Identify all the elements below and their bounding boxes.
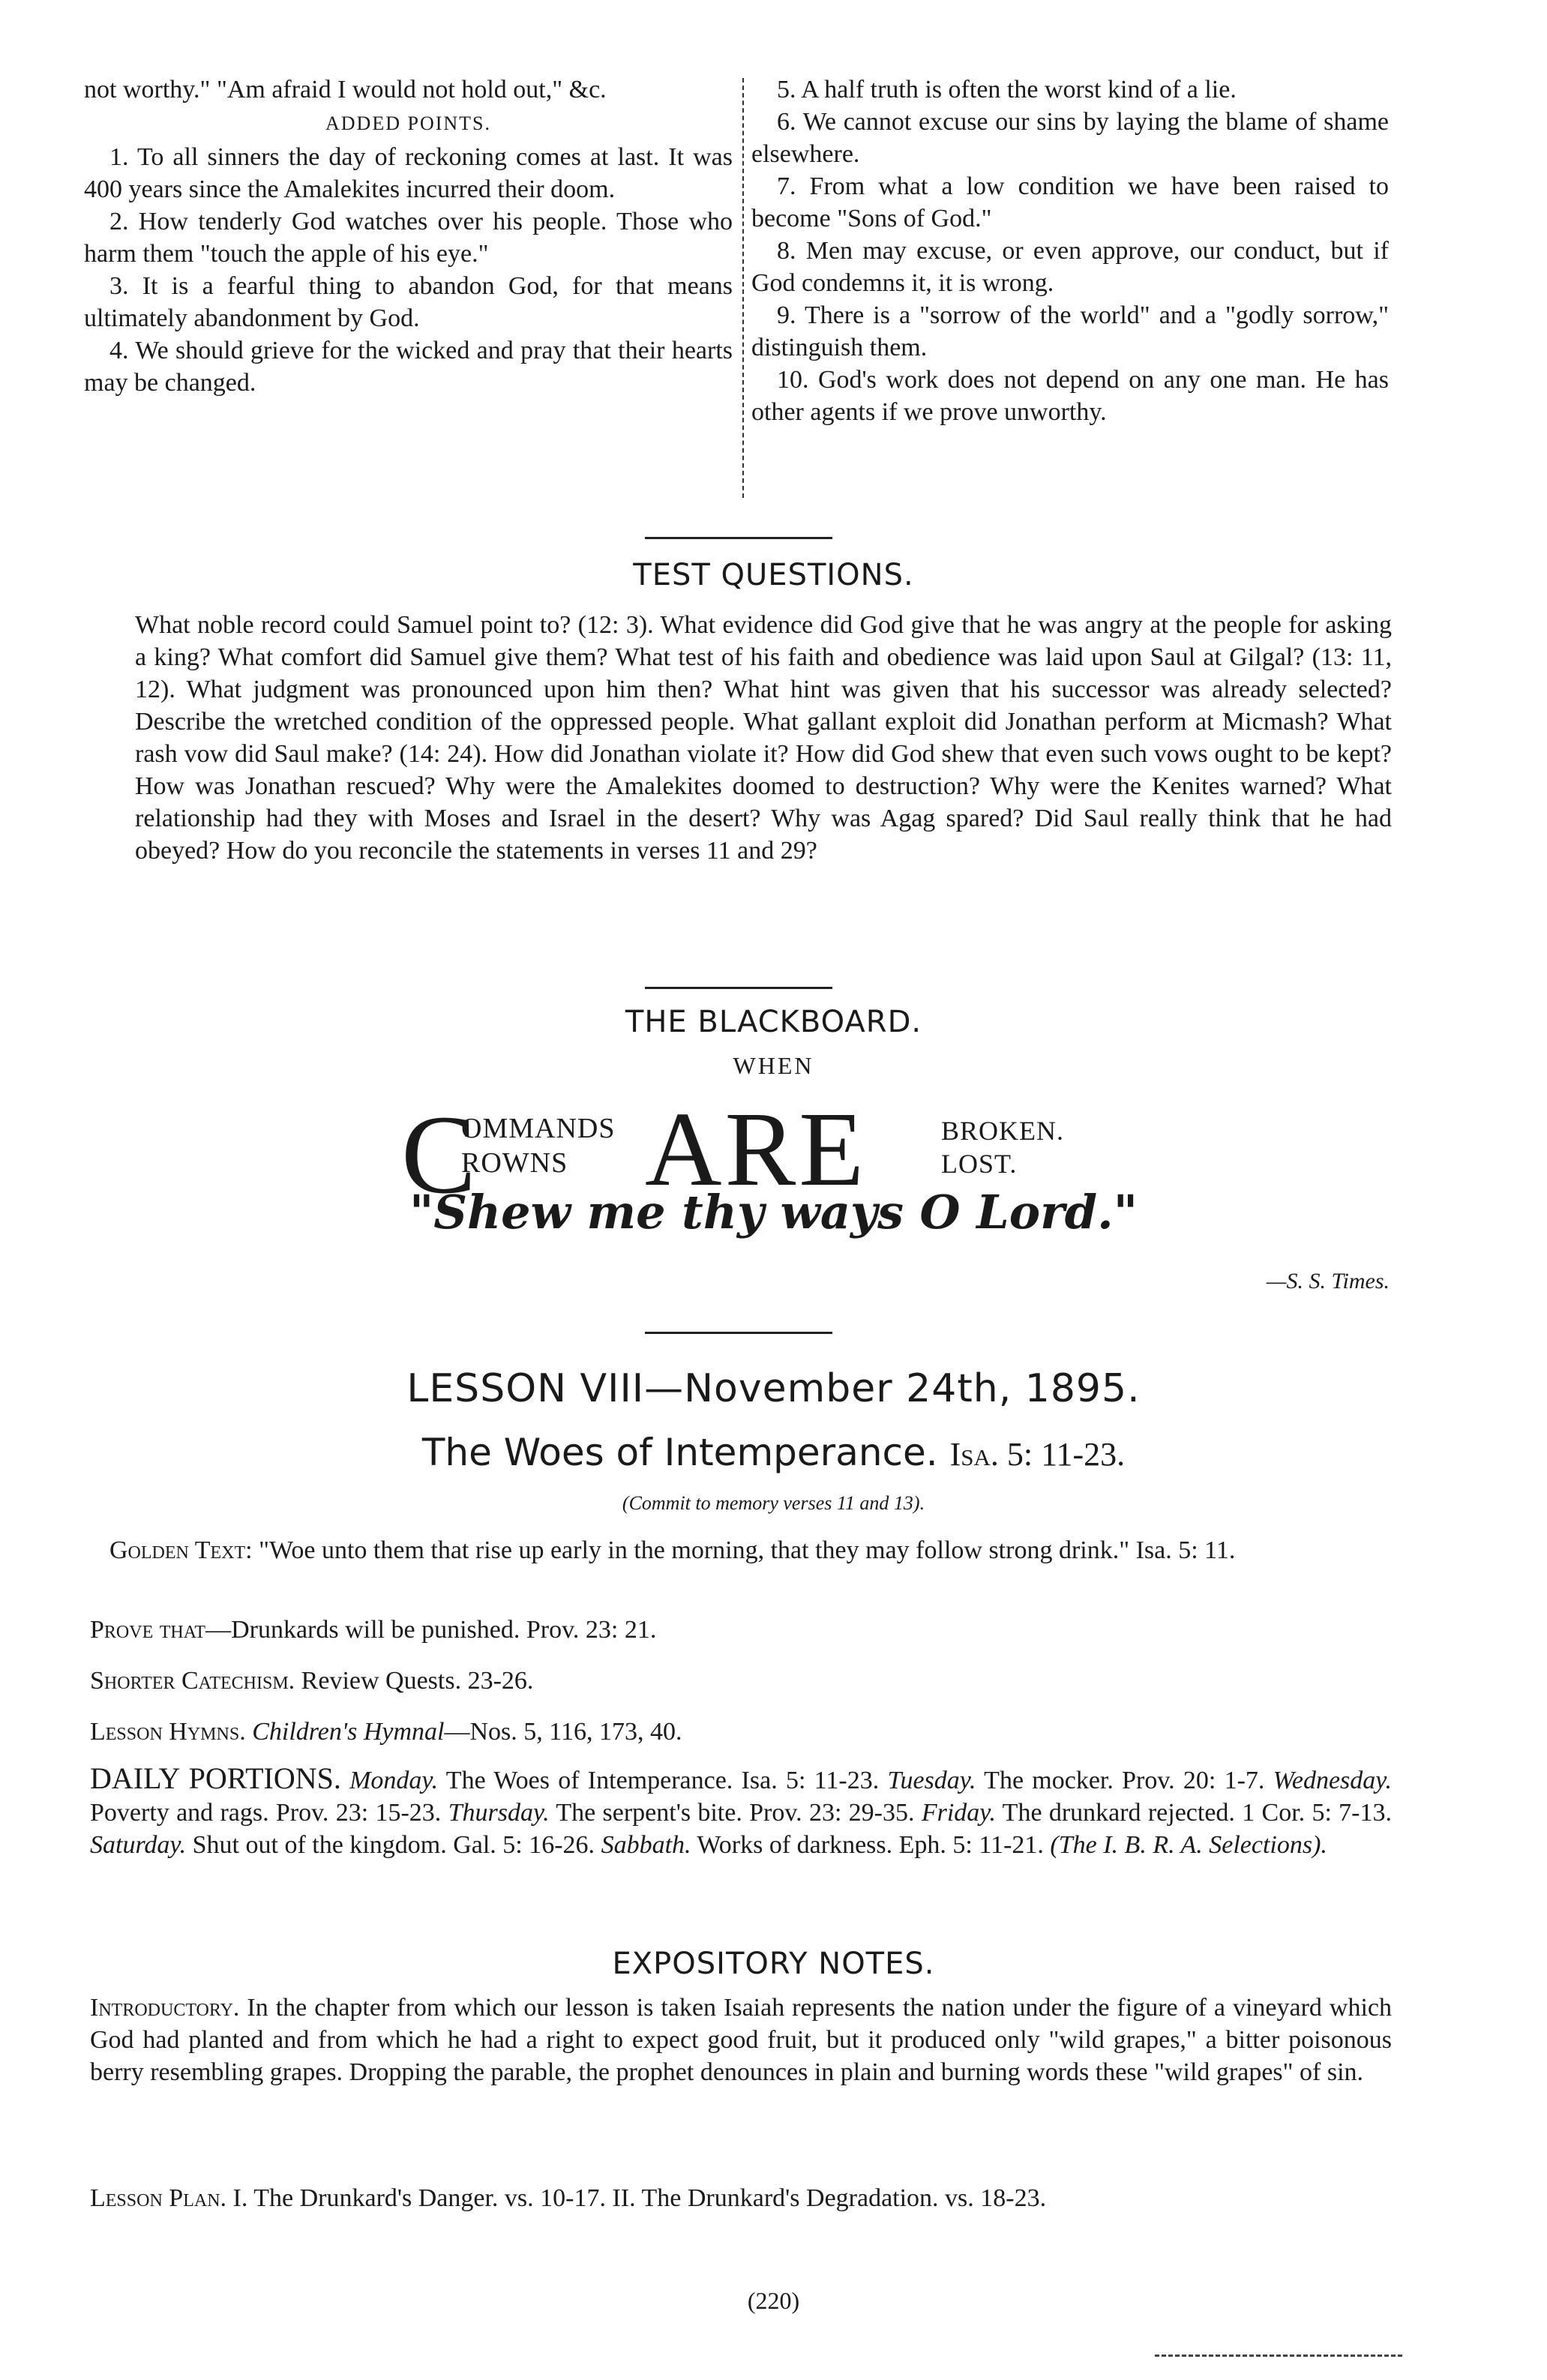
added-point: 10. God's work does not depend on any one man. He has other agents if we prove unworthy.: [751, 366, 1389, 426]
test-questions-body: What noble record could Samuel point to? (12: 3). What evidence did God give that he was angry at the people for asking a king? What comfort did Samuel give them? What test of his faith and obedience was laid upon Saul at Gilgal? (13: 11, 12). What judgment was pronounced upon him then? What hint was given that his successor was already selected? Describe the wretched condition of the oppressed people. What gallant exploit did Jonathan perform at Micmash? What rash vow did Saul make? (14: 24). How did Jonathan violate it? How did God shew that even such vows ought to be kept? How was Jonathan rescued? Why were the Amalekites doomed to destruction? Why were the Kenites warned? What relationship had they with Moses and Israel in the desert? Why was Agag spared? Did Saul really think that he had obeyed? How do you reconcile the statements in verses 11 and 29?: [135, 611, 1392, 865]
two-column-section: [84, 73, 1389, 501]
introductory-label: Introductory.: [90, 1994, 240, 2022]
day-label: Tuesday.: [887, 1767, 976, 1794]
added-point: 7. From what a low condition we have been raised to become "Sons of God.": [751, 172, 1389, 232]
added-point: 9. There is a "sorrow of the world" and a "godly sorrow," distinguish them.: [751, 301, 1389, 361]
left-paragraph: not worthy." "Am afraid I would not hold out," &c.: [84, 76, 607, 103]
daily-selections: (The I. B. R. A. Selections).: [1050, 1831, 1327, 1859]
day-label: Thursday.: [448, 1799, 550, 1827]
commit-note: (Commit to memory verses 11 and 13).: [622, 1492, 925, 1514]
blackboard-word-commands: OMMANDS: [461, 1113, 616, 1144]
right-column: [751, 73, 1389, 428]
blackboard-are: ARE: [645, 1090, 867, 1208]
added-points-title: ADDED POINTS.: [325, 112, 491, 134]
blackboard-big-c: C: [401, 1093, 477, 1217]
daily-portions-label: DAILY PORTIONS.: [90, 1761, 341, 1795]
day-label: Monday.: [349, 1767, 439, 1794]
column-divider: [742, 78, 744, 498]
blackboard-word-lost: LOST.: [941, 1149, 1018, 1179]
prove-that-label: Prove that: [90, 1616, 206, 1644]
prove-that: [90, 1614, 1347, 1646]
blackboard-heading: THE BLACKBOARD.: [625, 1005, 922, 1039]
blackboard-right-words: [941, 1114, 1064, 1180]
day-reading: The mocker. Prov. 20: 1-7.: [984, 1767, 1265, 1794]
lesson-hymns: [90, 1716, 1347, 1748]
day-reading: Works of darkness. Eph. 5: 11-21.: [697, 1831, 1044, 1859]
hymns-label: Lesson Hymns.: [90, 1718, 246, 1746]
added-point: 1. To all sinners the day of reckoning comes at last. It was 400 years since the Amalekites incurred their doom.: [84, 143, 733, 203]
lesson-plan-body: I. The Drunkard's Danger. vs. 10-17. II. The Drunkard's Degradation. vs. 18-23.: [232, 2184, 1047, 2212]
lesson-reference: Isa. 5: 11-23.: [949, 1436, 1126, 1473]
section-rule: [645, 1332, 832, 1334]
blackboard-word-broken: BROKEN.: [941, 1116, 1065, 1146]
lesson-heading: LESSON VIII—November 24th, 1895.: [406, 1366, 1141, 1411]
scan-artifact-line: [1155, 2355, 1402, 2357]
blackboard-attribution: —S. S. Times.: [1266, 1269, 1390, 1293]
prove-that-body: —Drunkards will be punished. Prov. 23: 21.: [205, 1616, 657, 1644]
hymns-body: —Nos. 5, 116, 173, 40.: [444, 1718, 682, 1746]
day-label: Sabbath.: [601, 1831, 691, 1859]
left-column: [84, 73, 733, 399]
day-reading: The drunkard rejected. 1 Cor. 5: 7-13.: [1002, 1799, 1393, 1827]
added-point: 4. We should grieve for the wicked and pray that their hearts may be changed.: [84, 337, 733, 397]
lesson-title-line: [0, 1431, 1547, 1474]
day-reading: Poverty and rags. Prov. 23: 15-23.: [90, 1799, 442, 1827]
day-label: Wednesday.: [1273, 1767, 1392, 1794]
introductory-body: In the chapter from which our lesson is taken Isaiah represents the nation under the figure of a vineyard which God had planted and from which he had a right to expect good fruit, but it produced only "wild grapes," a bitter poisonous berry resembling grapes. Dropping the parable, the prophet denounces in plain and burning words these "wild grapes" of sin.: [90, 1994, 1393, 2086]
shorter-catechism: [90, 1665, 1347, 1697]
day-reading: The serpent's bite. Prov. 23: 29-35.: [556, 1799, 915, 1827]
test-questions-heading: TEST QUESTIONS.: [633, 558, 914, 592]
day-label: Friday.: [921, 1799, 996, 1827]
lesson-title: The Woes of Intemperance.: [421, 1431, 938, 1474]
lesson-plan-label: Lesson Plan.: [90, 2184, 227, 2212]
blackboard-when: WHEN: [733, 1052, 814, 1079]
catechism-label: Shorter Catechism.: [90, 1667, 295, 1695]
added-point: 6. We cannot excuse our sins by laying the blame of shame elsewhere.: [751, 108, 1389, 168]
blackboard-motto: "Shew me thy ways O Lord.": [409, 1185, 1138, 1239]
expository-heading: EXPOSITORY NOTES.: [612, 1947, 935, 1981]
section-rule: [645, 987, 832, 989]
added-point: 3. It is a fearful thing to abandon God, for that means ultimately abandonment by God.: [84, 272, 733, 332]
golden-text: [109, 1534, 1392, 1566]
day-label: Saturday.: [90, 1831, 187, 1859]
introductory-paragraph: [90, 1992, 1392, 2088]
day-reading: The Woes of Intemperance. Isa. 5: 11-23.: [445, 1767, 880, 1794]
lesson-plan: [90, 2182, 1392, 2214]
added-point: 5. A half truth is often the worst kind of a lie.: [777, 76, 1237, 103]
hymns-book: Children's Hymnal: [252, 1718, 445, 1746]
section-rule: [645, 537, 832, 539]
golden-text-body: "Woe unto them that rise up early in the morning, that they may follow strong drink." Isa. 5: 11.: [259, 1536, 1236, 1564]
page-number: (220): [747, 2287, 800, 2314]
blackboard-word-crowns: ROWNS: [461, 1147, 568, 1179]
blackboard-left-words: [461, 1111, 615, 1180]
day-reading: Shut out of the kingdom. Gal. 5: 16-26.: [192, 1831, 595, 1859]
added-point: 2. How tenderly God watches over his people. Those who harm them "touch the apple of his eye.": [84, 208, 733, 268]
catechism-body: Review Quests. 23-26.: [301, 1667, 534, 1695]
daily-portions: [90, 1762, 1392, 1861]
golden-text-label: Golden Text:: [109, 1536, 253, 1564]
added-point: 8. Men may excuse, or even approve, our conduct, but if God condemns it, it is wrong.: [751, 237, 1389, 297]
